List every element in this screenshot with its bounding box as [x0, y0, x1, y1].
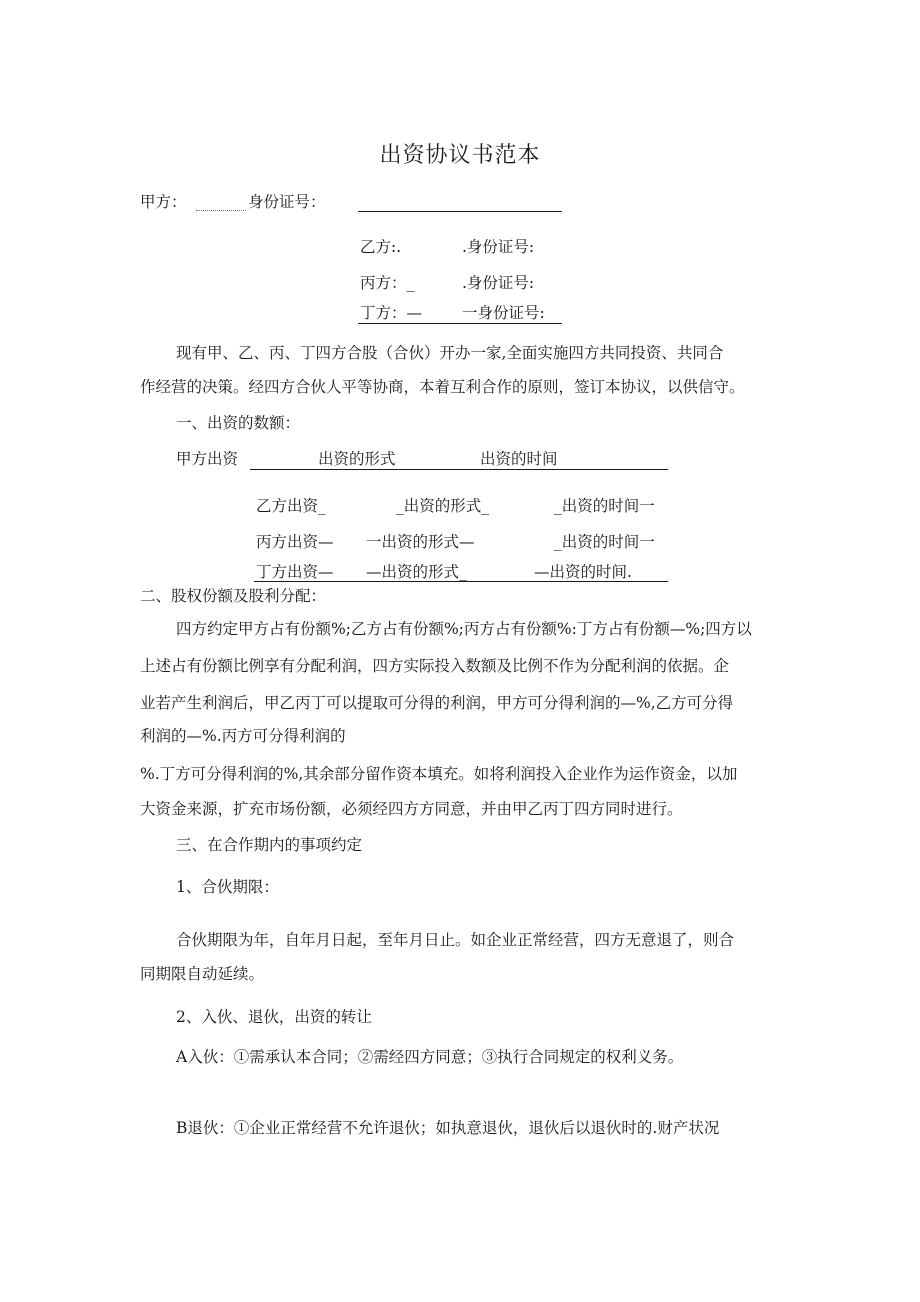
bing-contribution-time-label: _出资的时间一 [554, 533, 655, 551]
party-jia-id-label: 身份证号： [248, 193, 326, 211]
section2-line-2: 上述占有份额比例享有分配利润，四方实际投入数额及比例不作为分配利润的依据。企 [140, 657, 730, 675]
section2-line-5: %.丁方可分得利润的%,其余部分留作资本填充。如将利润投入企业作为运作资金，以加 [140, 765, 738, 783]
section2-line-1: 四方约定甲方占有份额%;乙方占有份额%;丙方占有份额%:丁方占有份额—%;四方以 [176, 620, 752, 638]
term-line-2: 同期限自动延续。 [140, 965, 265, 983]
jia-contribution-time-label: 出资的时间 [480, 450, 558, 468]
party-jia-name-blank[interactable] [196, 210, 246, 211]
ding-contribution-label: 丁方出资— [256, 563, 334, 581]
section2-line-3: 业若产生利润后，甲乙丙丁可以提取可分得的利润，甲方可分得利润的—%,乙方可分得 [140, 694, 734, 712]
party-ding-underline [358, 323, 562, 324]
section2-line-6: 大资金来源，扩充市场份额，必须经四方方同意，并由甲乙丙丁四方同时进行。 [140, 800, 683, 818]
document-title: 出资协议书范本 [379, 143, 541, 168]
ding-contribution-underline [254, 581, 668, 582]
party-bing-label: 丙方：_ [360, 274, 415, 292]
party-yi-label: 乙方:. [360, 238, 402, 256]
party-ding-id-label: 一身份证号: [462, 304, 545, 322]
yi-contribution-time-label: _出资的时间一 [554, 497, 655, 515]
section2-heading: 二、股权份额及股利分配： [140, 587, 327, 605]
ding-contribution-form-label: —出资的形式_ [366, 563, 467, 581]
transfer-heading: 2、入伙、退伙，出资的转让 [176, 1008, 372, 1026]
bing-contribution-form-label: 一出资的形式— [366, 533, 475, 551]
intro-line-2: 作经营的决策。经四方合伙人平等协商，本着互利合作的原则，签订本协议，以供信守。 [140, 378, 745, 396]
term-line-1: 合伙期限为年，自年月日起，至年月日止。如企业正常经营，四方无意退了，则合 [176, 931, 735, 949]
bing-contribution-label: 丙方出资— [256, 533, 334, 551]
yi-contribution-form-label: _出资的形式_ [396, 497, 490, 515]
party-jia-id-blank[interactable] [358, 211, 562, 212]
join-clause: A入伙：①需承认本合同；②需经四方同意；③执行合同规定的权利义务。 [176, 1048, 684, 1066]
jia-contribution-label: 甲方出资 [176, 450, 239, 468]
jia-contribution-form-label: 出资的形式 [318, 450, 396, 468]
term-heading: 1、合伙期限： [176, 878, 279, 896]
party-bing-id-label: .身份证号: [462, 274, 535, 292]
section2-line-4: 利润的—%.丙方可分得利润的 [140, 727, 346, 745]
ding-contribution-time-label: —出资的时间. [534, 563, 632, 581]
intro-line-1: 现有甲、乙、丙、丁四方合股（合伙）开办一家,全面实施四方共同投资、共同合 [176, 344, 724, 362]
party-ding-label: 丁方：— [360, 304, 423, 322]
withdraw-clause: B退伙：①企业正常经营不允许退伙；如执意退伙，退伙后以退伙时的.财产状况 [176, 1119, 720, 1137]
party-yi-id-label: .身份证号: [462, 238, 535, 256]
jia-contribution-underline[interactable] [250, 469, 668, 470]
section1-heading: 一、出资的数额： [176, 414, 301, 432]
yi-contribution-label: 乙方出资_ [256, 497, 326, 515]
section3-heading: 三、在合作期内的事项约定 [176, 836, 363, 854]
party-jia-label: 甲方： [140, 193, 187, 211]
